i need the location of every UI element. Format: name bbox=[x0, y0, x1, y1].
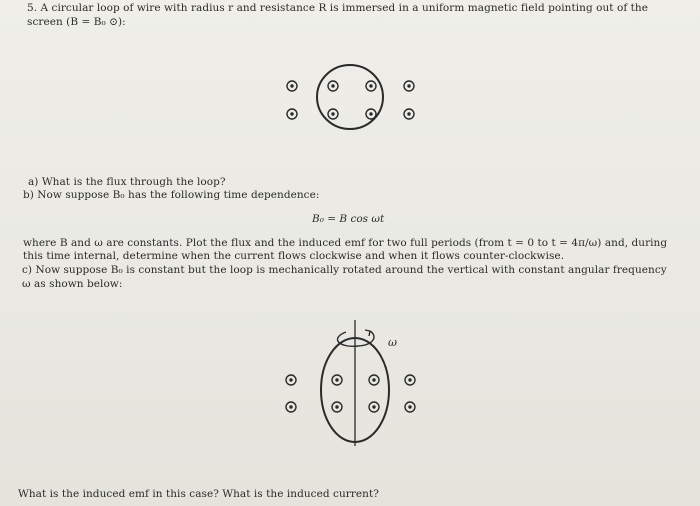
part-b-question: b) Now suppose B₀ has the following time dependence: bbox=[23, 189, 320, 201]
loop-field-diagram bbox=[270, 60, 430, 130]
part-c-line-2: ω as shown below: bbox=[22, 278, 123, 290]
where-line-2: this time internal, determine when the current flows clockwise and when it flows counter-clockwise. bbox=[23, 250, 565, 262]
final-question: What is the induced emf in this case? What is the induced current? bbox=[18, 488, 379, 500]
time-dependence-equation: B₀ = B cos ωt bbox=[312, 213, 385, 225]
intro-line-2: screen (B = B₀ ⊙): bbox=[27, 16, 126, 28]
where-line-1: where B and ω are constants. Plot the flux and the induced emf for two full periods (from t = 0 to t = 4π/ω) and, during bbox=[23, 237, 668, 249]
wire-loop bbox=[317, 65, 383, 129]
field-out-of-page-icon bbox=[286, 375, 415, 412]
intro-line-1: 5. A circular loop of wire with radius r and resistance R is immersed in a uniform magnetic field pointing out of the bbox=[27, 2, 649, 14]
field-out-of-page-icon bbox=[287, 81, 414, 119]
part-a-question: a) What is the flux through the loop? bbox=[28, 176, 226, 188]
rotating-loop-diagram bbox=[270, 318, 430, 448]
omega-label: ω bbox=[388, 336, 397, 349]
part-c-line-1: c) Now suppose B₀ is constant but the loop is mechanically rotated around the vertical with constant angular frequency bbox=[22, 264, 667, 276]
